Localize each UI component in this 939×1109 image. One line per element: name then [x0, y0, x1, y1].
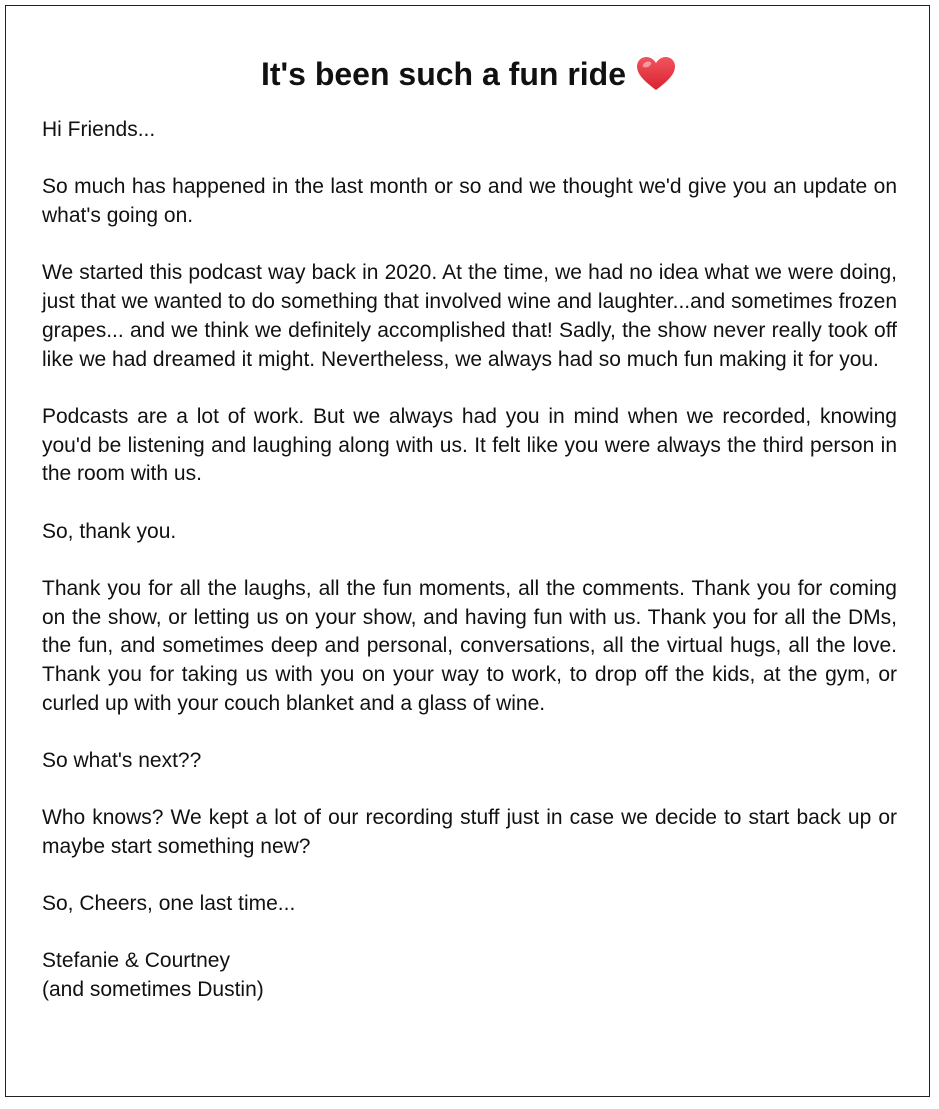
paragraph-cheers: So, Cheers, one last time...	[42, 892, 296, 916]
letter-title-text: It's been such a fun ride	[260, 56, 626, 92]
paragraph-thank-you: So, thank you.	[42, 519, 177, 543]
signature-names: Stefanie & Courtney	[42, 949, 230, 973]
letter-body	[42, 116, 897, 1005]
paragraph-update: So much has happened in the last month or so and we thought we'd give you an update on what's going on.	[42, 175, 897, 227]
paragraph-whats-next: So what's next??	[42, 749, 202, 773]
paragraph-thanks-list: Thank you for all the laughs, all the fun moments, all the comments. Thank you for coming on the show, or letting us on your show, and having fun with us. Thank you for all the DMs, the fun, and sometimes deep and personal, conversations, all the virtual hugs, all the love. Thank you for taking us with you on your way to work, to drop off the kids, at the gym, or curled up with your couch blanket and a glass of wine.	[42, 576, 897, 715]
signature-note: (and sometimes Dustin)	[42, 978, 264, 1002]
paragraph-history: We started this podcast way back in 2020. At the time, we had no idea what we were doing, just that we wanted to do something that involved wine and laughter...and sometimes frozen grapes... and we think we definitely accomplished that! Sadly, the show never really took off like we had dreamed it might. Nevertheless, we always had so much fun making it for you.	[42, 261, 897, 371]
greeting: Hi Friends...	[42, 118, 156, 141]
letter-frame	[5, 5, 930, 1097]
letter-title	[6, 50, 931, 98]
paragraph-who-knows: Who knows? We kept a lot of our recording stuff just in case we decide to start back up or maybe start something new?	[42, 806, 897, 859]
heart-icon	[636, 56, 676, 92]
paragraph-podcasts-work: Podcasts are a lot of work. But we always had you in mind when we recorded, knowing you'd be listening and laughing along with us. It felt like you were always the third person in the room with us.	[42, 404, 897, 486]
signature	[42, 947, 897, 1005]
